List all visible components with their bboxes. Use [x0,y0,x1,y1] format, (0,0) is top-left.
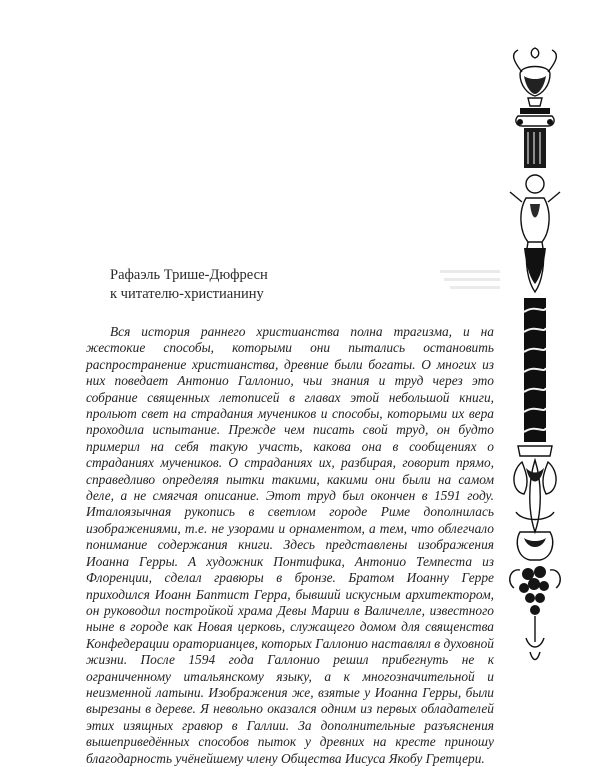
ornamental-column-engraving [500,42,570,672]
chapter-heading [110,266,470,304]
body-paragraph: Вся история раннего христианства полна трагизма, и на жестокие способы, которыми они пытались остановить распространение христианства, древние были богаты. О многих из них поведает Антонио Галлонио, чьи знания и труд через это собрание священных летописей в главах этой небольшой книги, прольют свет на страдания мучеников и способы, которыми их вера проходила испытание. Прежде чем писать свой труд, он будто примерил на себя такую участь, какова она в сообщениях о страданиях мучеников. О страданиях их, разбирая, говорит прямо, справедливо определяя пытки такими, какими они были на самом деле, а не смягчая описание. Этот труд был окончен в 1591 году. Италоязычная рукопись в светлом городе Риме дополнилась изображениями, т.е. не узорами и орнаментом, а тем, что облегчало понимание содержания книги. Здесь представлены изображения Иоанна Герры. А художник Понтифика, Антонио Темпеста из Флоренции, сделал гравюры в бронзе. Братом Иоанну Герре приходился Иоанн Баптист Герра, бывший искусным архитектором, он руководил постройкой храма Девы Марии в Валичелле, известного ныне в городе как Новая церковь, служащего домом для священства Конфедерации ораторианцев, которых Галлонио наставлял в духовной жизни. После 1594 года Галлонио решил прибегнуть не к ограниченному итальянскому языку, а к многозначительной и неизменной латыни. Изображения же, взятые у Иоанна Герры, были вырезаны в дереве. Я невольно оказался одним из первых обладателей этих изящных гравюр в Галлии. За дополнительные разъяснения вышеприведённых способов пыток у древних на кресте приношу благодарность учёнейшему члену Общества Иисуса Якобу Гретцери. [86,324,494,766]
heading-author: Рафаэль Трише-Дюфресн [110,267,268,283]
heading-addressee: к читателю-христианину [110,286,264,302]
body-text [86,324,494,767]
